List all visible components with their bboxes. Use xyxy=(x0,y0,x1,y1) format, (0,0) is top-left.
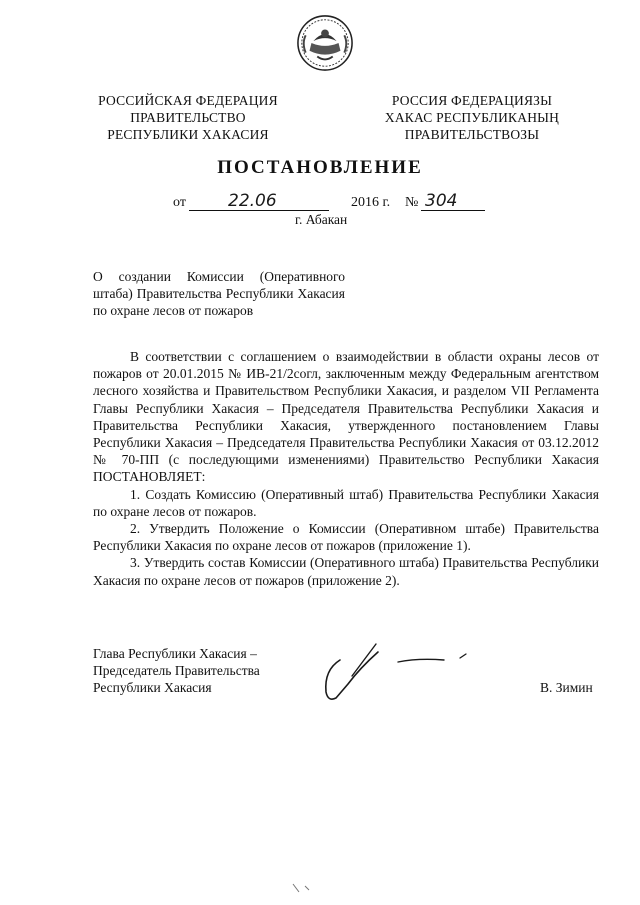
signatory-position xyxy=(93,645,260,696)
signatory-line: Председатель Правительства xyxy=(93,663,260,678)
body-paragraph: 3. Утвердить состав Комиссии (Оперативного штаба) Правительства Республики Хакасия по охране лесов от пожаров (приложение 2). xyxy=(93,555,599,588)
header-right-line: ПРАВИТЕЛЬСТВОЗЫ xyxy=(404,127,540,142)
year-label: 2016 г. xyxy=(351,195,391,210)
header-right-line: ХАКАС РЕСПУБЛИКАНЫҢ xyxy=(384,110,560,125)
signatory-line: Республики Хакасия xyxy=(93,680,212,695)
header-left-line: РЕСПУБЛИКИ ХАКАСИЯ xyxy=(107,127,269,142)
handwritten-number: 304 xyxy=(425,191,458,211)
date-line xyxy=(173,191,493,213)
header-left-line: ПРАВИТЕЛЬСТВО xyxy=(130,110,246,125)
body-paragraph: В соответствии с соглашением о взаимодействии в области охраны лесов от пожаров от 20.01.2015 № ИВ-21/2согл, заключенным между Федеральным агентством лесного хозяйства и Правительством Республики Хакасия, и разделом VII Регламента Главы Республики Хакасия – Председателя Правительства Республики Хакасия и Правительства Республики Хакасия, утвержденного постановлением Главы Республики Хакасия – Председателя Правительства Республики Хакасия от 03.12.2012 № 70-ПП (с последующими изменениями) Правительство Республики Хакасия ПОСТАНОВЛЯЕТ: xyxy=(93,349,599,485)
document-body xyxy=(93,348,599,589)
document-title: ПОСТАНОВЛЕНИЕ xyxy=(217,157,423,178)
header-left-line: РОССИЙСКАЯ ФЕДЕРАЦИЯ xyxy=(98,93,278,108)
body-paragraph: 1. Создать Комиссию (Оперативный штаб) Правительства Республики Хакасия по охране лесов от пожаров. xyxy=(93,486,599,519)
number-label: № xyxy=(405,195,419,210)
from-label: от xyxy=(173,195,186,210)
header-left xyxy=(88,92,288,143)
signatory-name: В. Зимин xyxy=(540,680,593,695)
handwritten-signature xyxy=(318,640,478,706)
body-paragraph: 2. Утвердить Положение о Комиссии (Оперативном штабе) Правительства Республики Хакасия по охране лесов от пожаров (приложение 1). xyxy=(93,521,599,554)
scan-mark xyxy=(285,878,325,898)
document-subject: О создании Комиссии (Оперативного штаба) Правительства Республики Хакасия по охране лесов от пожаров xyxy=(93,269,345,318)
header-right-line: РОССИЯ ФЕДЕРАЦИЯЗЫ xyxy=(391,93,553,108)
handwritten-date: 22.06 xyxy=(228,191,277,211)
signatory-line: Глава Республики Хакасия – xyxy=(93,646,257,661)
header-right xyxy=(372,92,572,143)
city: г. Абакан xyxy=(295,212,348,227)
coat-of-arms-icon xyxy=(296,14,354,72)
